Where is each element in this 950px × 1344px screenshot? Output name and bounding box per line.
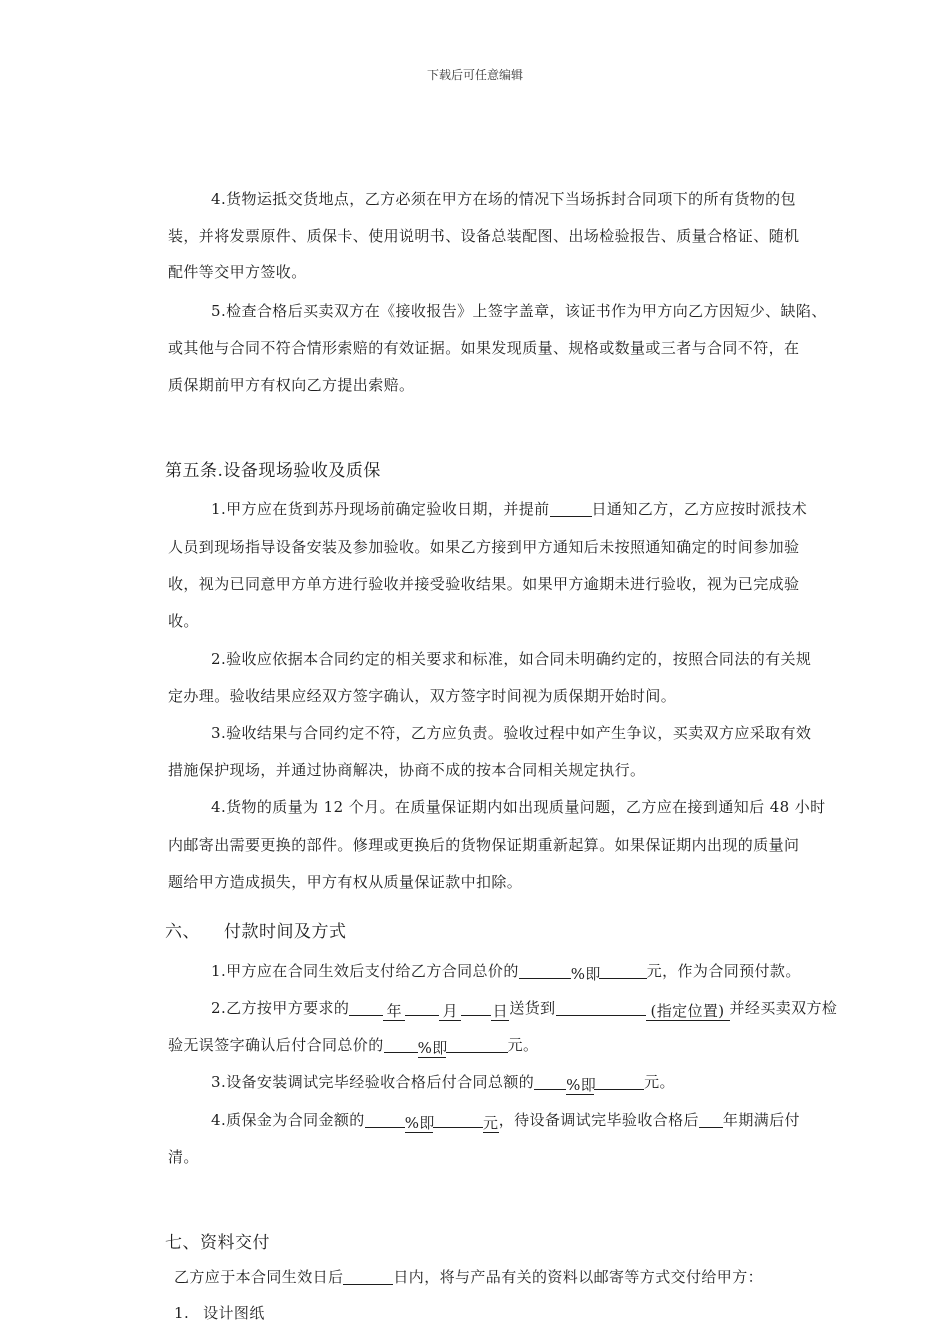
text-fragment: 乙方应于本合同生效日后 bbox=[174, 1268, 344, 1286]
text-fragment: %即 bbox=[570, 965, 601, 983]
paragraph: 题给甲方造成损失，甲方有权从质量保证款中扣除。 bbox=[168, 873, 523, 891]
paragraph: 定办理。验收结果应经双方签字确认，双方签字时间视为质保期开始时间。 bbox=[168, 687, 677, 705]
text-fragment: 日 bbox=[492, 1002, 509, 1020]
text-fragment: 年 bbox=[383, 1002, 405, 1021]
blank-field bbox=[461, 997, 491, 1016]
paragraph: 内邮寄出需要更换的部件。修理或更换后的货物保证期重新起算。如果保证期内出现的质量问 bbox=[168, 836, 800, 854]
blank-field bbox=[594, 1071, 644, 1090]
list-item bbox=[174, 1295, 265, 1332]
blank-field bbox=[446, 1034, 508, 1053]
blank-field bbox=[550, 498, 592, 517]
text-fragment: (指定位置) bbox=[646, 1002, 730, 1021]
blank-field bbox=[556, 997, 646, 1016]
paragraph: 装，并将发票原件、质保卡、使用说明书、设备总装配图、出场检验报告、质量合格证、随机 bbox=[168, 227, 800, 245]
paragraph bbox=[211, 953, 801, 990]
text-fragment: %即 bbox=[417, 1039, 448, 1057]
text-fragment: 验无误签字确认后付合同总价的 bbox=[168, 1036, 384, 1054]
text-fragment: 4.质保金为合同金额的 bbox=[211, 1111, 365, 1129]
text-fragment: 日通知乙方，乙方应按时派技术 bbox=[591, 500, 808, 518]
blank-field bbox=[343, 1266, 393, 1285]
blank-field bbox=[599, 960, 647, 979]
text-fragment: 3.设备安装调试完毕经验收合格后付合同总额的 bbox=[211, 1073, 535, 1091]
paragraph: 配件等交甲方签收。 bbox=[168, 263, 307, 281]
paragraph bbox=[174, 1259, 763, 1296]
text-fragment: 日内，将与产品有关的资料以邮寄等方式交付给甲方： bbox=[393, 1268, 764, 1286]
blank-field bbox=[384, 1034, 418, 1053]
blank-field bbox=[433, 1109, 483, 1128]
blank-field bbox=[349, 997, 383, 1016]
blank-field bbox=[699, 1109, 723, 1128]
text-fragment: 2.乙方按甲方要求的 bbox=[211, 999, 350, 1017]
text-fragment: 1.甲方应在货到苏丹现场前确定验收日期，并提前 bbox=[211, 500, 550, 518]
text-fragment: %即 bbox=[404, 1114, 435, 1132]
text-fragment: 元，作为合同预付款。 bbox=[646, 962, 801, 980]
text-fragment: 月 bbox=[439, 1002, 461, 1021]
paragraph: 3.验收结果与合同约定不符，乙方应负责。验收过程中如产生争议，买卖双方应采取有效 bbox=[211, 724, 812, 742]
section-heading bbox=[165, 917, 347, 942]
page-header: 下载后可任意编辑 bbox=[426, 68, 523, 82]
paragraph: 或其他与合同不符合情形索赔的有效证据。如果发现质量、规格或数量或三者与合同不符，在 bbox=[168, 339, 800, 357]
paragraph bbox=[211, 1102, 800, 1139]
text-fragment: %即 bbox=[566, 1076, 597, 1094]
paragraph bbox=[211, 491, 807, 528]
section-heading: 七、资料交付 bbox=[165, 1233, 270, 1253]
section-number: 六、 bbox=[165, 922, 200, 942]
section-title: 付款时间及方式 bbox=[224, 922, 347, 942]
text-fragment: 年期满后付 bbox=[722, 1111, 800, 1129]
paragraph: 措施保护现场，并通过协商解决，协商不成的按本合同相关规定执行。 bbox=[168, 761, 646, 779]
paragraph: 4.货物运抵交货地点，乙方必须在甲方在场的情况下当场拆封合同项下的所有货物的包 bbox=[211, 190, 796, 208]
paragraph: 质保期前甲方有权向乙方提出索赔。 bbox=[168, 376, 415, 394]
paragraph bbox=[211, 1064, 675, 1101]
blank-field bbox=[519, 960, 571, 979]
paragraph: 2.验收应依据本合同约定的相关要求和标准，如合同未明确约定的，按照合同法的有关规 bbox=[211, 650, 812, 668]
text-fragment: 元。 bbox=[507, 1036, 539, 1054]
list-item-text: 设计图纸 bbox=[203, 1304, 265, 1322]
blank-field bbox=[534, 1071, 566, 1090]
text-fragment: 1.甲方应在合同生效后支付给乙方合同总价的 bbox=[211, 962, 519, 980]
paragraph: 4.货物的质量为 12 个月。在质量保证期内如出现质量问题，乙方应在接到通知后 48 小时 bbox=[211, 798, 826, 816]
section-heading: 第五条.设备现场验收及质保 bbox=[165, 461, 381, 481]
blank-field bbox=[405, 997, 439, 1016]
text-fragment: 并经买卖双方检 bbox=[729, 999, 838, 1017]
paragraph: 收。 bbox=[168, 612, 199, 630]
paragraph: 5.检查合格后买卖双方在《接收报告》上签字盖章，该证书作为甲方向乙方因短少、缺陷、 bbox=[211, 302, 827, 320]
text-fragment: ，待设备调试完毕验收合格后 bbox=[498, 1111, 699, 1129]
text-fragment: 元 bbox=[483, 1114, 499, 1132]
list-item-number: 1. bbox=[174, 1304, 190, 1322]
paragraph bbox=[168, 1027, 538, 1064]
text-fragment: 元。 bbox=[644, 1073, 675, 1091]
paragraph: 人员到现场指导设备安装及参加验收。如果乙方接到甲方通知后未按照通知确定的时间参加验 bbox=[168, 538, 800, 556]
paragraph: 收，视为已同意甲方单方进行验收并接受验收结果。如果甲方逾期未进行验收，视为已完成验 bbox=[168, 575, 800, 593]
paragraph bbox=[211, 990, 837, 1027]
paragraph: 清。 bbox=[168, 1148, 199, 1166]
text-fragment: 送货到 bbox=[509, 999, 556, 1017]
blank-field bbox=[365, 1109, 405, 1128]
